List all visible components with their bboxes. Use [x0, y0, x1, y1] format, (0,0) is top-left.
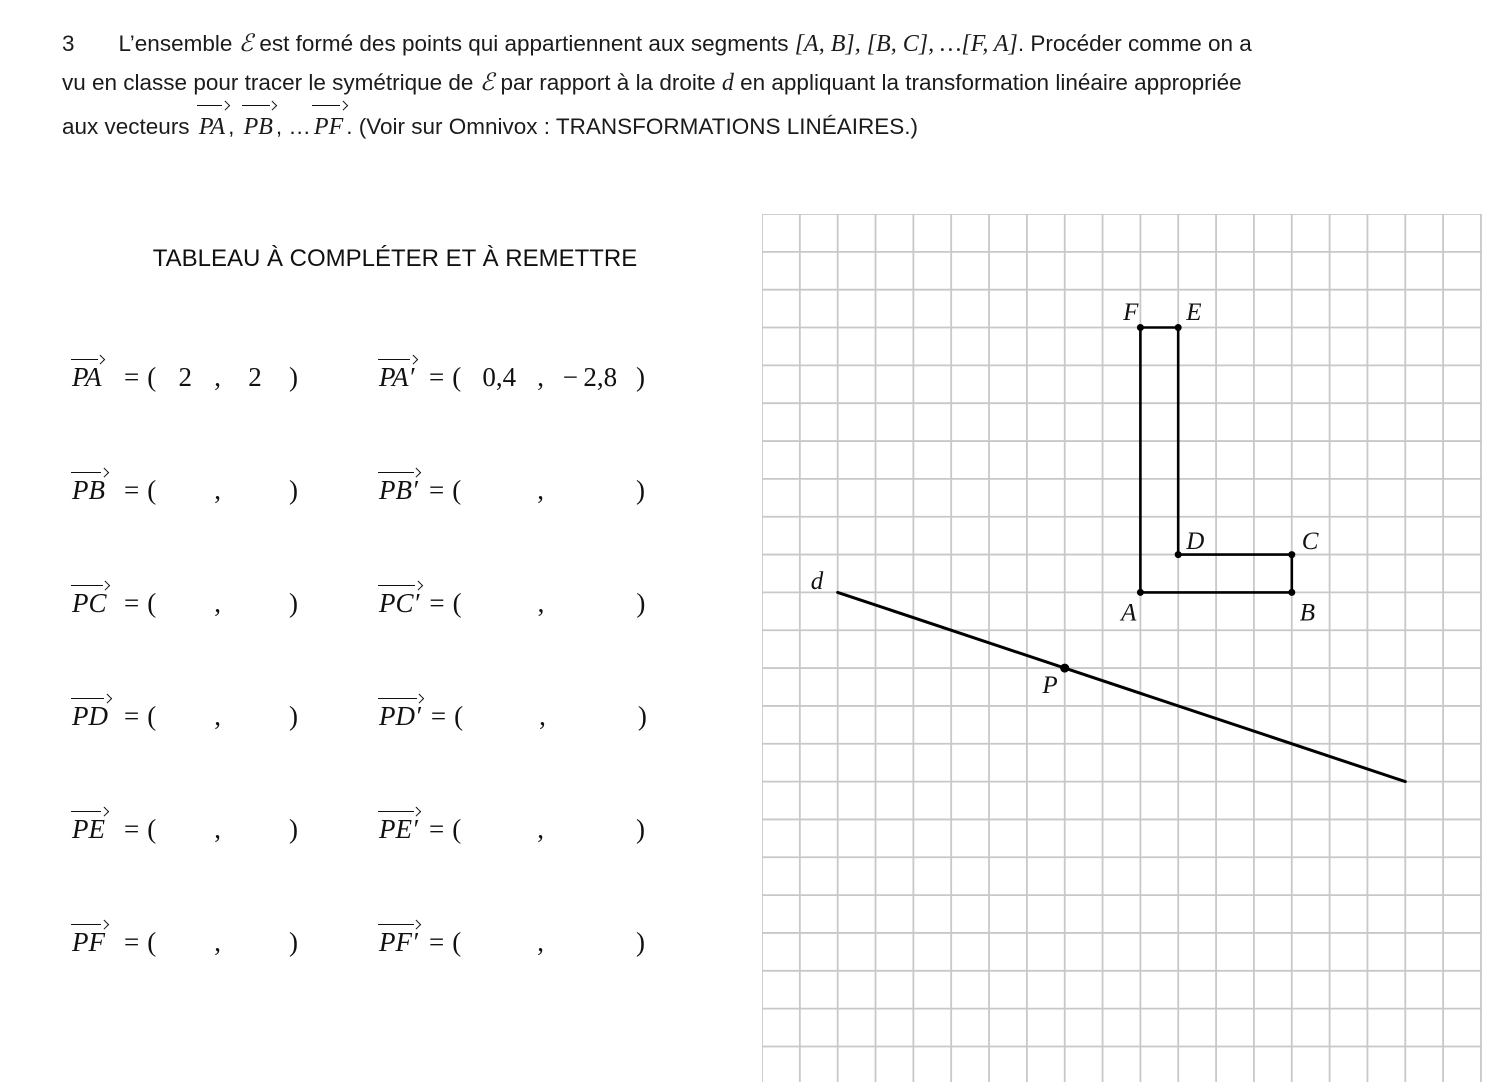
equals-sign: =	[124, 701, 140, 731]
close-paren: )	[637, 701, 647, 731]
text-segment: ,	[228, 114, 241, 139]
vector-symbol: PA	[196, 108, 228, 147]
point-P-label: P	[1042, 672, 1058, 699]
vertex-dot-D	[1175, 551, 1182, 558]
problem-text-line-2	[62, 63, 1462, 102]
text-segment: L’ensemble	[118, 31, 239, 56]
vector-name	[70, 921, 116, 958]
table-title: TABLEAU À COMPLÉTER ET À REMETTRE	[152, 245, 638, 272]
equals-sign: =	[124, 475, 140, 505]
vector-row-right	[377, 356, 645, 400]
open-paren: (	[147, 927, 157, 957]
problem-number: 3	[62, 31, 75, 56]
vector-symbol: PD′	[379, 701, 421, 731]
vector-name	[70, 356, 116, 393]
vertex-label-A: A	[1121, 599, 1137, 627]
equals-sign: =	[124, 362, 140, 392]
vertex-label-C: C	[1301, 528, 1319, 556]
equals-sign: =	[429, 588, 445, 618]
equals-sign: =	[429, 927, 445, 957]
vector-name	[377, 921, 421, 958]
comma: ,	[214, 701, 221, 731]
text-segment: d	[721, 70, 734, 96]
vector-symbol: PF	[72, 927, 105, 957]
vector-row-right	[377, 582, 645, 626]
vector-name	[377, 582, 421, 619]
vector-row-right	[377, 808, 645, 852]
close-paren: )	[288, 814, 298, 844]
close-paren: )	[635, 362, 645, 392]
grid-graph	[762, 214, 1482, 1082]
vector-name	[377, 808, 421, 845]
problem-text-line-3	[62, 102, 1462, 141]
close-paren: )	[635, 814, 645, 844]
vertex-dot-B	[1288, 589, 1295, 596]
open-paren: (	[147, 362, 157, 392]
open-paren: (	[452, 588, 462, 618]
vector-symbol: PC′	[379, 588, 420, 618]
comma: ,	[539, 701, 546, 731]
vector-symbol: PD	[72, 701, 108, 731]
vector-row-right	[377, 921, 645, 965]
equals-sign: =	[124, 814, 140, 844]
vector-symbol: PE	[72, 814, 105, 844]
open-paren: (	[147, 588, 157, 618]
equals-sign: =	[429, 475, 445, 505]
vector-name	[377, 469, 421, 506]
open-paren: (	[454, 701, 464, 731]
vector-name	[70, 582, 116, 619]
vertex-dot-E	[1175, 324, 1182, 331]
vector-value-y: − 2,8	[562, 362, 618, 392]
comma: ,	[537, 814, 544, 844]
vector-row-left	[70, 582, 298, 626]
vector-symbol: PB	[241, 108, 276, 147]
comma: ,	[214, 814, 221, 844]
text-segment: par rapport à la droite	[494, 70, 722, 95]
text-segment: . Procéder comme on a	[1017, 31, 1252, 56]
problem-text-line-1	[62, 24, 1462, 63]
open-paren: (	[452, 927, 462, 957]
vector-row-right	[377, 469, 645, 513]
text-segment: vu en classe pour tracer le symétrique de	[62, 70, 480, 95]
close-paren: )	[288, 588, 298, 618]
vector-symbol: PF	[311, 108, 346, 147]
vertex-dot-A	[1137, 589, 1144, 596]
vertex-label-D: D	[1186, 528, 1205, 556]
text-segment: , …	[275, 114, 311, 139]
comma: ,	[537, 362, 544, 392]
vector-symbol: PE′	[379, 814, 418, 844]
open-paren: (	[452, 475, 462, 505]
open-paren: (	[452, 814, 462, 844]
equals-sign: =	[124, 927, 140, 957]
vertex-dot-C	[1288, 551, 1295, 558]
equals-sign: =	[429, 362, 445, 392]
vector-symbol: PA′	[379, 362, 415, 392]
vertex-label-F: F	[1123, 299, 1139, 326]
vector-symbol: PB	[72, 475, 105, 505]
close-paren: )	[636, 588, 646, 618]
problem-statement	[62, 24, 1462, 141]
line-d-label: d	[810, 568, 824, 595]
text-segment: en appliquant la transformation linéaire appropriée	[733, 70, 1242, 95]
open-paren: (	[147, 701, 157, 731]
comma: ,	[214, 588, 221, 618]
open-paren: (	[452, 362, 462, 392]
vector-row-left	[70, 921, 298, 965]
vector-row-left	[70, 356, 298, 400]
vector-name	[377, 695, 423, 732]
vector-row-left	[70, 808, 298, 852]
vector-value-x: 0,4	[482, 362, 517, 392]
equals-sign: =	[430, 701, 447, 731]
close-paren: )	[288, 475, 298, 505]
vector-name	[70, 469, 116, 506]
text-segment: est formé des points qui appartiennent aux segments	[253, 31, 795, 56]
text-segment: ℰ	[479, 70, 495, 96]
comma: ,	[537, 588, 545, 618]
open-paren: (	[147, 475, 157, 505]
vector-symbol: PC	[72, 588, 107, 618]
vector-name	[70, 808, 116, 845]
text-segment: . (Voir sur Omnivox : TRANSFORMATIONS LINÉAIRES.)	[346, 114, 919, 139]
vector-symbol: PF′	[379, 927, 418, 957]
vector-symbol: PB′	[379, 475, 418, 505]
vertex-label-B: B	[1299, 599, 1316, 627]
vector-name	[377, 356, 421, 393]
vertex-label-E: E	[1186, 299, 1202, 326]
comma: ,	[537, 475, 544, 505]
point-P-dot	[1060, 664, 1069, 673]
text-segment: ℰ	[238, 31, 254, 57]
vector-symbol: PA	[72, 362, 102, 392]
equals-sign: =	[124, 588, 140, 618]
vector-value-x: 2	[178, 362, 192, 392]
text-segment: aux vecteurs	[62, 114, 196, 139]
vector-row-left	[70, 469, 298, 513]
close-paren: )	[635, 475, 645, 505]
close-paren: )	[288, 701, 298, 731]
comma: ,	[214, 475, 221, 505]
close-paren: )	[635, 927, 645, 957]
comma: ,	[214, 927, 221, 957]
vector-name	[70, 695, 116, 732]
vector-row-left	[70, 695, 298, 739]
close-paren: )	[288, 362, 298, 392]
open-paren: (	[147, 814, 157, 844]
comma: ,	[214, 362, 221, 392]
text-segment: [A, B], [B, C], …[F, A]	[794, 31, 1018, 57]
close-paren: )	[288, 927, 298, 957]
vector-value-y: 2	[248, 362, 262, 392]
comma: ,	[537, 927, 544, 957]
equals-sign: =	[429, 814, 445, 844]
vector-row-right	[377, 695, 647, 739]
